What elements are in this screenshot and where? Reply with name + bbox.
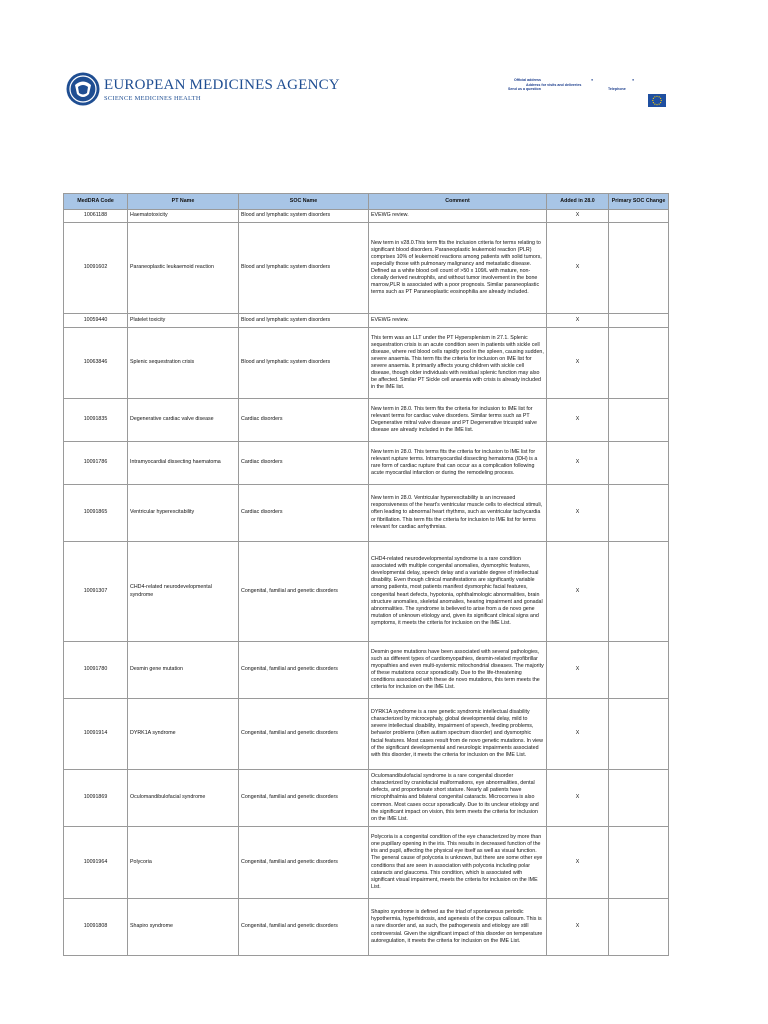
meddra-code-cell: 10063846 (64, 328, 128, 399)
comment-cell: New term in 28.0. This terms fits the criteria for inclusion to IME list for relevant rupture terms. Intramyocardial dissecting hematoma (IDH) is a rare form of cardiac rupture that can occur as a complication following acute myocardial infarction or during the remodeling process. (369, 442, 547, 485)
pt-name-cell: Desmin gene mutation (128, 642, 239, 699)
added-in-28-cell: X (547, 699, 609, 770)
visits-address-label: Address for visits and deliveries (526, 83, 582, 87)
comment-cell: CHD4-related neurodevelopmental syndrome is a rare condition associated with multiple congenital anomalies, dysmorphic features, developmental delay, speech delay and a variable degree of intellectual disability. Even though clinical manifestations are significantly variable among patients, most patients manifest dysmorphic facial features, congenital heart defects, hypotonia, ophthalmologic abnormalities, brain structure anomalies, skeletal anomalies, hearing impairment and gonadal abnormalities. The syndrome is believed to arise from a de novo gene mutation of unknown etiology and, given its significant clinical signs and symptoms, it meets the criteria for inclusion on the IME List. (369, 542, 547, 642)
table-row (64, 223, 669, 314)
comment-cell: New term in v28.0.This term fits the inclusion criteria for terms relating to significant blood disorders. Paraneoplastic leukemoid reaction (PLR) comprises 10% of leukemoid reactions among patients with solid tumors, especially those with pulmonary malignancy and metastatic disease. Defined as a white blood cell count of >50 x 109/L with mature, non-clonally derived neutrophils, and without tumor involvement in the bone marrow,PLR is associated with a poor prognosis. Similar paraneoplastic terms such as PT Paraneoplastic eosinophilia are already included. (369, 223, 547, 314)
primary-soc-change-cell (609, 328, 669, 399)
primary-soc-change-cell (609, 542, 669, 642)
soc-name-cell: Congenital, familial and genetic disorders (239, 899, 369, 956)
primary-soc-change-cell (609, 223, 669, 314)
meddra-code-cell: 10059440 (64, 314, 128, 328)
meddra-code-cell: 10091964 (64, 827, 128, 899)
added-in-28-cell: X (547, 485, 609, 542)
ime-list-table (63, 193, 669, 956)
pt-name-cell: Paraneoplastic leukaemoid reaction (128, 223, 239, 314)
column-header-pt-name: PT Name (128, 194, 239, 210)
soc-name-cell: Blood and lymphatic system disorders (239, 328, 369, 399)
telephone-label: Telephone (608, 87, 626, 91)
comment-cell: DYRK1A syndrome is a rare genetic syndromic intellectual disability characterized by microcephaly, global developmental delay, mild to severe intellectual disability, impairment of speech, feeding problems, behavior problems (often autism spectrum disorder) and dysmorphic facial features. Most cases result from de novo genetic mutations. In view of the significant developmental and neurologic impairments associated with this disorder, it meets the criteria for inclusion on the IME List. (369, 699, 547, 770)
column-header-soc-name: SOC Name (239, 194, 369, 210)
soc-name-cell: Congenital, familial and genetic disorders (239, 699, 369, 770)
table-row (64, 442, 669, 485)
meddra-code-cell: 10091602 (64, 223, 128, 314)
pt-name-cell: Haematotoxicity (128, 210, 239, 223)
primary-soc-change-cell (609, 210, 669, 223)
soc-name-cell: Congenital, familial and genetic disorders (239, 827, 369, 899)
pt-name-cell: Degenerative cardiac valve disease (128, 399, 239, 442)
meddra-code-cell: 10091808 (64, 899, 128, 956)
table-row (64, 642, 669, 699)
soc-name-cell: Congenital, familial and genetic disorders (239, 770, 369, 827)
primary-soc-change-cell (609, 485, 669, 542)
meddra-code-cell: 10061188 (64, 210, 128, 223)
meddra-code-cell: 10091869 (64, 770, 128, 827)
contact-bullet: ● (632, 78, 635, 82)
soc-name-cell: Blood and lymphatic system disorders (239, 223, 369, 314)
table-row (64, 399, 669, 442)
pt-name-cell: Shapiro syndrome (128, 899, 239, 956)
soc-name-cell: Blood and lymphatic system disorders (239, 314, 369, 328)
table-row (64, 899, 669, 956)
added-in-28-cell: X (547, 399, 609, 442)
comment-cell: Polycoria is a congenital condition of the eye characterized by more than one pupillary opening in the iris. This results in decreased function of the iris and pupil, affecting the physical eye itself as well as visual function. The general cause of polycoria is unknown, but there are some other eye conditions that are seen in association with polycoria including polar cataracts and glaucoma. This condition, which is associated with significant visual impairment, meets the criteria for inclusion on the IME List. (369, 827, 547, 899)
contact-bullet: ● (591, 78, 594, 82)
soc-name-cell: Cardiac disorders (239, 442, 369, 485)
pt-name-cell: DYRK1A syndrome (128, 699, 239, 770)
table-header-row (64, 194, 669, 210)
primary-soc-change-cell (609, 770, 669, 827)
table-row (64, 827, 669, 899)
table-row (64, 542, 669, 642)
meddra-code-cell: 10091307 (64, 542, 128, 642)
comment-cell: Oculomandibulofacial syndrome is a rare congenital disorder characterized by craniofacial malformations, eye abnormalities, dental defects, and proportionate short stature. Nearly all patients have microphthalmia and bilateral congenital cataracts. Microcornea is also common. Most cases occur sporadically. Due to its unclear etiology and the significant impact on vision, this term meets the criteria for inclusion on the IME List. (369, 770, 547, 827)
table-row (64, 314, 669, 328)
column-header-meddra-code: MedDRA Code (64, 194, 128, 210)
pt-name-cell: Polycoria (128, 827, 239, 899)
primary-soc-change-cell (609, 642, 669, 699)
soc-name-cell: Cardiac disorders (239, 485, 369, 542)
primary-soc-change-cell (609, 699, 669, 770)
comment-cell: EVEWG review. (369, 314, 547, 328)
meddra-code-cell: 10091835 (64, 399, 128, 442)
added-in-28-cell: X (547, 314, 609, 328)
primary-soc-change-cell (609, 827, 669, 899)
added-in-28-cell: X (547, 328, 609, 399)
ema-logo-icon (66, 72, 100, 106)
send-question-link[interactable]: Send us a question (508, 87, 541, 91)
pt-name-cell: CHD4-related neurodevelopmental syndrome (128, 542, 239, 642)
pt-name-cell: Ventricular hyperexcitability (128, 485, 239, 542)
column-header-added: Added in 28.0 (547, 194, 609, 210)
added-in-28-cell: X (547, 442, 609, 485)
column-header-comment: Comment (369, 194, 547, 210)
brand-tagline: SCIENCE MEDICINES HEALTH (104, 95, 201, 102)
added-in-28-cell: X (547, 827, 609, 899)
soc-name-cell: Blood and lymphatic system disorders (239, 210, 369, 223)
official-address-label: Official address (514, 78, 541, 82)
added-in-28-cell: X (547, 210, 609, 223)
table-row (64, 699, 669, 770)
added-in-28-cell: X (547, 642, 609, 699)
meddra-code-cell: 10091780 (64, 642, 128, 699)
primary-soc-change-cell (609, 314, 669, 328)
added-in-28-cell: X (547, 770, 609, 827)
meddra-code-cell: 10091786 (64, 442, 128, 485)
table-row (64, 770, 669, 827)
meddra-code-cell: 10091865 (64, 485, 128, 542)
eu-flag-icon (648, 94, 666, 107)
primary-soc-change-cell (609, 399, 669, 442)
added-in-28-cell: X (547, 542, 609, 642)
comment-cell: Desmin gene mutations have been associated with several pathologies, such as different types of cardiomyopathies, desmin-related myofibrillar myopathies and even multi-systemic mitochondrial diseases. The majority of these mutations occur sporadically. Due to the life-threatening conditions associated with these de novo mutations, this term meets the criteria for inclusion on the IME List. (369, 642, 547, 699)
table-row (64, 210, 669, 223)
comment-cell: This term was an LLT under the PT Hypersplenism in 27.1. Splenic sequestration crisis is an acute condition seen in patients with sickle cell disease, where red blood cells rapidly pool in the spleen, causing sudden, severe anaemia. This term fits the criteria for inclusion on IME list for severe anaemia. It primarily affects young children with sickle cell disease, though older individuals with residual splenic function may also be affected. Similar PT Sickle cell anaemia with crisis is already included in the IME list. (369, 328, 547, 399)
meddra-code-cell: 10091914 (64, 699, 128, 770)
brand-name: EUROPEAN MEDICINES AGENCY (104, 77, 340, 93)
pt-name-cell: Intramyocardial dissecting haematoma (128, 442, 239, 485)
table-row (64, 328, 669, 399)
page-header (0, 0, 768, 120)
comment-cell: EVEWG review. (369, 210, 547, 223)
soc-name-cell: Congenital, familial and genetic disorders (239, 542, 369, 642)
table-row (64, 485, 669, 542)
pt-name-cell: Splenic sequestration crisis (128, 328, 239, 399)
soc-name-cell: Cardiac disorders (239, 399, 369, 442)
soc-name-cell: Congenital, familial and genetic disorders (239, 642, 369, 699)
added-in-28-cell: X (547, 899, 609, 956)
primary-soc-change-cell (609, 442, 669, 485)
added-in-28-cell: X (547, 223, 609, 314)
comment-cell: New term in 28.0. This term fits the criteria for inclusion to IME list for relevant terms for cardiac valve disorders. Similar terms such as PT Degenerative mitral valve disease and PT Degenerative tricuspid valve disease are already included in the IME list. (369, 399, 547, 442)
comment-cell: Shapiro syndrome is defined as the triad of spontaneous periodic hypothermia, hyperhidrosis, and agenesis of the corpus callosum. This is a rare disorder and, as such, the pathogenesis and etiology are still controversial. Given the significant impact of this disorder on temperature autoregulation, it meets the criteria for inclusion on the IME List. (369, 899, 547, 956)
pt-name-cell: Platelet toxicity (128, 314, 239, 328)
primary-soc-change-cell (609, 899, 669, 956)
comment-cell: New term in 28.0. Ventricular hyperexcitability is an increased responsiveness of the heart's ventricular muscle cells to electrical stimuli, often leading to abnormal heart rhythms, such as ventricular tachycardia or fibrillation. This term fits the criteria for inclusion to IME list for terms relevant for cardiac arrhythmias. (369, 485, 547, 542)
pt-name-cell: Oculomandibulofacial syndrome (128, 770, 239, 827)
column-header-primary-soc-change: Primary SOC Change (609, 194, 669, 210)
